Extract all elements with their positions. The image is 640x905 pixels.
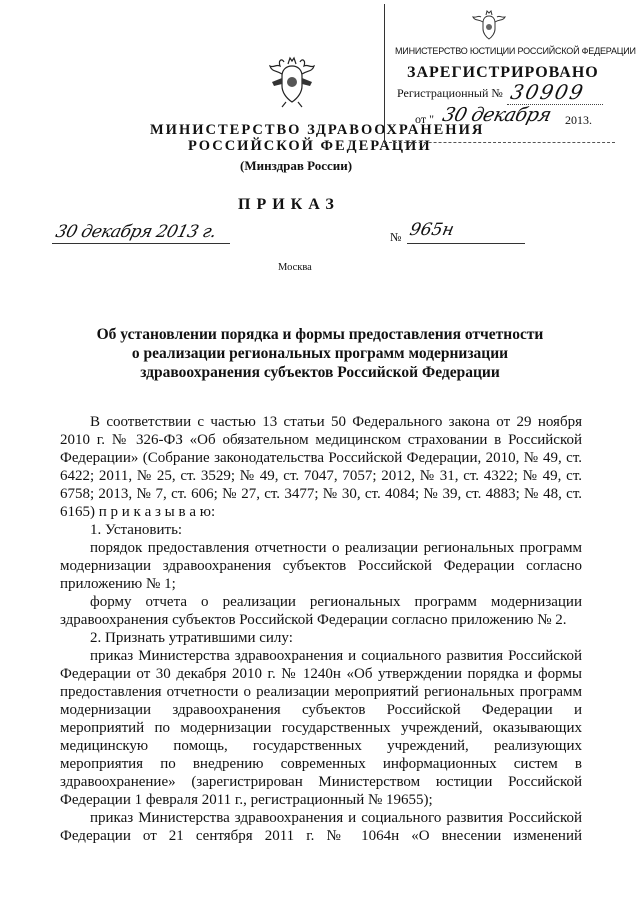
subject-line: здравоохранения субъектов Российской Федерации xyxy=(140,364,500,381)
body-paragraph-item2: 2. Признать утратившими силу: xyxy=(90,630,293,646)
stamp-registered-label: ЗАРЕГИСТРИРОВАНО xyxy=(407,64,599,81)
order-number: 965н xyxy=(407,220,456,240)
stamp-registration-label: Регистрационный № xyxy=(397,86,503,100)
order-number-label: № xyxy=(390,230,402,244)
body-paragraph-item1: 1. Установить: xyxy=(90,522,183,538)
stamp-from-label: от " xyxy=(415,112,434,126)
order-title: ПРИКАЗ xyxy=(238,196,340,213)
russian-emblem-icon xyxy=(268,52,316,108)
registration-stamp xyxy=(384,4,636,143)
body-paragraph-repeal2: приказ Министерства здравоохранения и социального развития Российской Федерации от 21 сентября 2011 г. № 1064н «О внесении изменений xyxy=(60,810,582,844)
order-subject xyxy=(80,325,560,382)
order-number-underline xyxy=(407,243,525,244)
subject-line: о реализации региональных программ модернизации xyxy=(131,345,509,362)
body-paragraph-preamble: В соответствии с частью 13 статьи 50 Федерального закона от 29 ноября 2010 г. № 326-ФЗ «Об обязательном медицинском страховании в Российской Федерации» (Собрание законодательства Российской Федерации, 2010, № 49, ст. 6422; 2011, № 25, ст. 3529; № 49, ст. 7047, 7057; 2012, № 31, ст. 4322; № 49, ст. 6758; 2013, № 7, ст. 606; № 27, ст. 3477; № 30, ст. 4084; № 39, ст. 4883; № 48, ст. 6165) п р и к а з ы в а ю: xyxy=(60,414,582,520)
body-paragraph-repeal1: приказ Министерства здравоохранения и социального развития Российской Федерации от 30 декабря 2010 г. № 1240н «Об утверждении порядка и формы предоставления отчетности о реализации мероприятий региональных программ модернизации здравоохранения субъектов Российской Федерации и мероприятий по модернизации государственных учреждений, оказывающих медицинскую помощь, государственных учреждений, реализующих мероприятия по внедрению современных информационных систем в здравоохранение» (зарегистрирован Министерством юстиции Российской Федерации 1 февраля 2011 г., регистрационный № 19655); xyxy=(60,648,582,808)
ministry-short-name: (Минздрав России) xyxy=(240,158,353,173)
ministry-name-line1: МИНИСТЕРСТВО ЗДРАВООХРАНЕНИЯ xyxy=(150,122,485,138)
body-paragraph-form: форму отчета о реализации региональных программ модернизации здравоохранения субъектов Российской Федерации согласно приложению № 2. xyxy=(60,594,582,628)
stamp-registration-number: 30909 xyxy=(508,80,588,104)
stamp-emblem-icon xyxy=(471,8,507,42)
city: Москва xyxy=(278,262,312,273)
order-date: 30 декабря 2013 г. xyxy=(53,222,219,242)
stamp-date: 30 декабря xyxy=(440,104,554,126)
order-date-underline xyxy=(52,243,230,244)
stamp-year: 2013. xyxy=(565,113,592,127)
order-body xyxy=(60,413,582,845)
ministry-name-line2: РОССИЙСКОЙ ФЕДЕРАЦИИ xyxy=(188,138,432,154)
body-paragraph-procedure: порядок предоставления отчетности о реализации региональных программ модернизации здравоохранения субъектов Российской Федерации согласно приложению № 1; xyxy=(60,540,582,592)
subject-line: Об установлении порядка и формы предоставления отчетности xyxy=(96,326,544,343)
stamp-ministry-name: МИНИСТЕРСТВО ЮСТИЦИИ РОССИЙСКОЙ ФЕДЕРАЦИИ xyxy=(395,46,636,56)
